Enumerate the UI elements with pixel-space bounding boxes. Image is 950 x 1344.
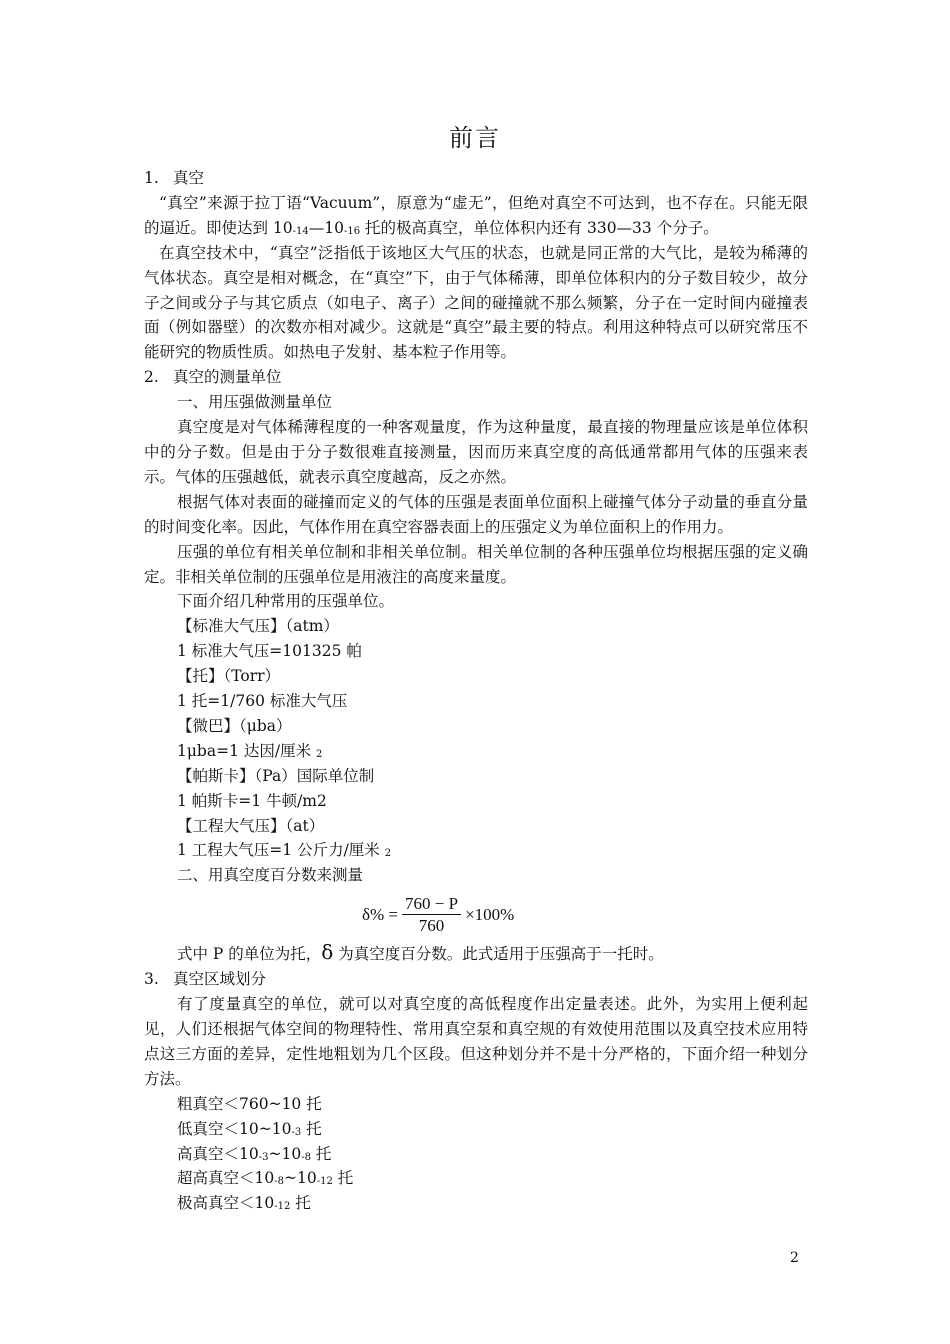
text-span: “真空”来源于拉丁语“Vacuum”，原意为“虚无”，但绝对真空不可达到，也不存在。只能无限的逼近。即使达到 10 bbox=[144, 193, 808, 237]
text-span: 1 工程大气压=1 公斤力/厘米 bbox=[177, 841, 385, 860]
formula-denominator: 760 bbox=[418, 915, 445, 935]
text-span: 托的极高真空，单位体积内还有 330—33 个分子。 bbox=[360, 218, 719, 237]
paragraph: 压强的单位有相关单位制和非相关单位制。相关单位制的各种压强单位均根据压强的定义确定。非相关单位制的压强单位是用液注的高度来量度。 bbox=[144, 542, 808, 586]
formula-lhs: δ% = bbox=[362, 904, 399, 924]
section-title: 真空的测量单位 bbox=[173, 368, 282, 387]
vacuum-range-low bbox=[144, 1117, 808, 1142]
text-span: 托 bbox=[332, 1169, 354, 1188]
exponent: -14 bbox=[292, 225, 309, 237]
text-span: 为真空度百分数。此式适用于压强高于一托时。 bbox=[333, 945, 664, 964]
formula-rhs: ×100% bbox=[465, 904, 515, 924]
exponent: -8 bbox=[274, 1176, 284, 1188]
exponent: 2 bbox=[384, 848, 392, 860]
unit-definition bbox=[144, 639, 808, 664]
vacuum-range-extreme-high bbox=[144, 1191, 808, 1216]
exponent: -8 bbox=[301, 1151, 311, 1163]
unit-name: 【托】（Torr） bbox=[177, 667, 281, 686]
page-title: 前言 bbox=[449, 124, 501, 152]
section-3-heading bbox=[144, 967, 808, 992]
vacuum-range-ultra-high bbox=[144, 1166, 808, 1191]
exponent: -3 bbox=[291, 1126, 302, 1138]
unit-name: 【标准大气压】（atm） bbox=[177, 617, 339, 636]
text-span: 托 bbox=[310, 1144, 332, 1163]
paragraph: 根据气体对表面的碰撞而定义的气体的压强是表面单位面积上碰撞气体分子动量的垂直分量的时间变化率。因此，气体作用在真空容器表面上的压强定义为单位面积上的作用力。 bbox=[144, 492, 808, 536]
paragraph: 有了度量真空的单位，就可以对真空度的高低程度作出定量表述。此外，为实用上便利起见，人们还根据气体空间的物理特性、常用真空泵和真空规的有效使用范围以及真空技术应用特点这三方面的差异，定性地粗划为几个区段。但这种划分并不是十分严格的，下面介绍一种划分方法。 bbox=[144, 995, 808, 1088]
subsection-heading: 一、用压强做测量单位 bbox=[177, 393, 333, 412]
section-title: 真空 bbox=[173, 169, 205, 187]
exponent: 2 bbox=[316, 748, 323, 760]
section-number: 1. bbox=[144, 169, 159, 187]
section-number: 3. bbox=[144, 970, 159, 989]
vacuum-percentage-formula bbox=[362, 892, 514, 938]
section-2-heading bbox=[144, 365, 808, 390]
formula-fraction bbox=[402, 894, 461, 937]
exponent: -16 bbox=[344, 225, 361, 237]
formula-numerator: 760 − P bbox=[402, 894, 461, 915]
section-number: 2. bbox=[144, 368, 159, 387]
document-body bbox=[144, 166, 808, 1216]
text-span: ~10 bbox=[268, 1144, 302, 1163]
unit-definition bbox=[144, 739, 808, 764]
page-number: 2 bbox=[790, 1250, 799, 1266]
text-span: 1 标准大气压=101325 帕 bbox=[177, 642, 362, 661]
unit-definition bbox=[144, 689, 808, 714]
text-span: 极高真空＜10 bbox=[177, 1194, 275, 1213]
unit-name: 【帕斯卡】（Pa）国际单位制 bbox=[177, 766, 375, 785]
section-1-heading bbox=[144, 166, 808, 191]
unit-name: 【工程大气压】（at） bbox=[177, 816, 325, 835]
text-span: 超高真空＜10 bbox=[177, 1169, 275, 1188]
paragraph: 真空度是对气体稀薄程度的一种客观量度，作为这种量度，最直接的物理量应该是单位体积中的分子数。但是由于分子数很难直接测量，因而历来真空度的高低通常都用气体的压强来表示。气体的压强越低，就表示真空度越高，反之亦然。 bbox=[144, 418, 808, 486]
section-title: 真空区域划分 bbox=[173, 970, 267, 989]
exponent: -12 bbox=[274, 1201, 291, 1213]
exponent: -3 bbox=[258, 1151, 269, 1163]
subsection-heading: 二、用真空度百分数来测量 bbox=[177, 866, 364, 885]
unit-definition bbox=[144, 789, 808, 814]
text-span: 1 托=1/760 标准大气压 bbox=[177, 692, 348, 711]
text-span: 1μba=1 达因/厘米 bbox=[177, 741, 317, 760]
text-span: —10 bbox=[308, 218, 344, 237]
text-span: 低真空＜10~10 bbox=[177, 1119, 292, 1138]
exponent: -12 bbox=[316, 1176, 333, 1188]
vacuum-range-high bbox=[144, 1142, 808, 1167]
vacuum-range-rough: 粗真空＜760~10 托 bbox=[177, 1094, 322, 1113]
delta-symbol: δ bbox=[321, 940, 334, 965]
text-span: ~10 bbox=[283, 1169, 317, 1188]
text-span: 高真空＜10 bbox=[177, 1144, 259, 1163]
text-span: 式中 P 的单位为托， bbox=[177, 945, 322, 964]
formula-note bbox=[144, 940, 808, 967]
text-span: 1 帕斯卡=1 牛顿/m2 bbox=[177, 791, 327, 810]
text-span: 托 bbox=[290, 1194, 311, 1213]
formula-block bbox=[144, 888, 808, 940]
paragraph: 在真空技术中，“真空”泛指低于该地区大气压的状态，也就是同正常的大气比，是较为稀薄的气体状态。真空是相对概念，在“真空”下，由于气体稀薄，即单位体积内的分子数目较少，故分子之间或分子与其它质点（如电子、离子）之间的碰撞就不那么频繁，分子在一定时间内碰撞表面（例如器壁）的次数亦相对减少。这就是“真空”最主要的特点。利用这种特点可以研究常压不能研究的物质性质。如热电子发射、基本粒子作用等。 bbox=[144, 243, 808, 362]
text-span: 托 bbox=[301, 1119, 322, 1138]
paragraph: 下面介绍几种常用的压强单位。 bbox=[177, 592, 395, 611]
unit-definition bbox=[144, 838, 808, 863]
paragraph bbox=[144, 191, 808, 241]
unit-name: 【微巴】（μba） bbox=[177, 716, 292, 735]
